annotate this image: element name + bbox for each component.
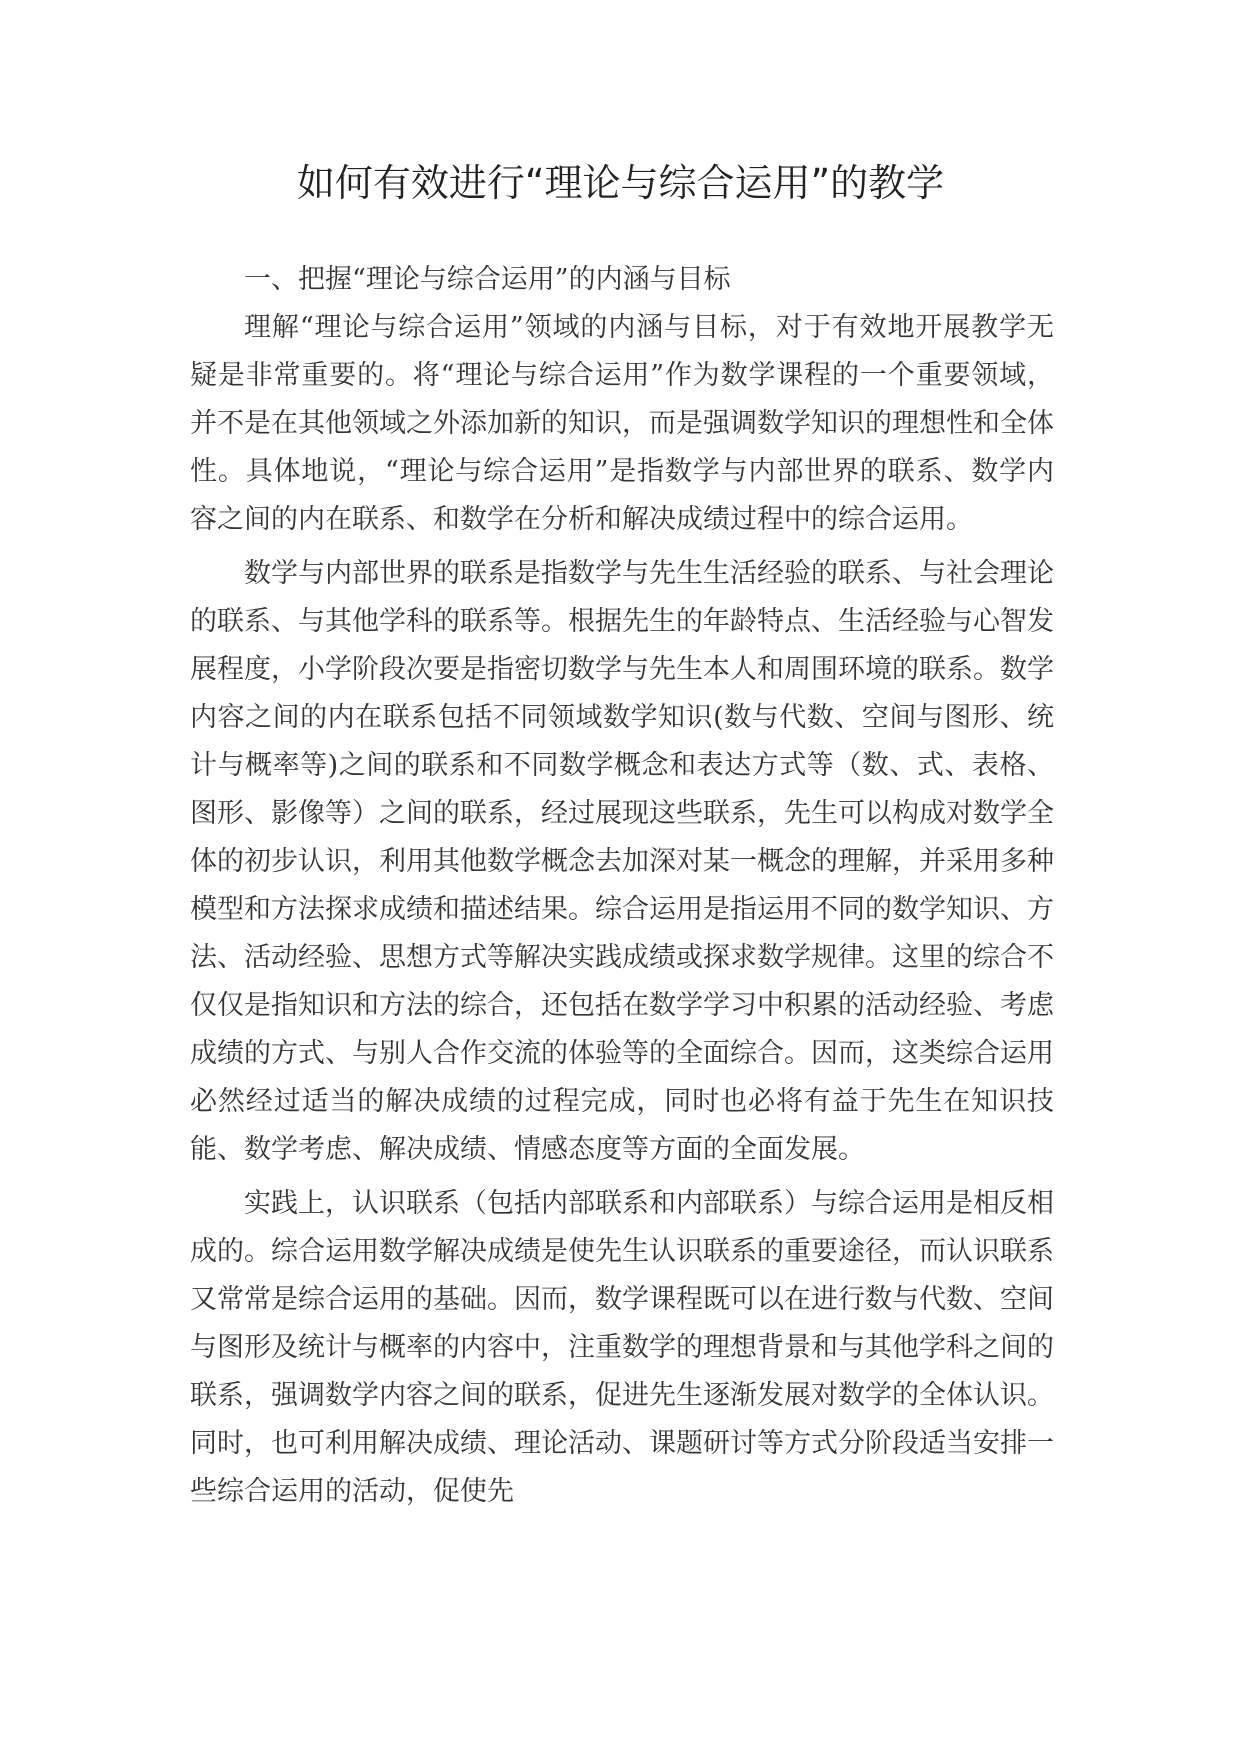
- paragraph-1: 理解“理论与综合运用”领域的内涵与目标，对于有效地开展教学无疑是非常重要的。将“理论与综合运用”作为数学课程的一个重要领域，并不是在其他领域之外添加新的知识，而是强调数学知识的理想性和全体性。具体地说，“理论与综合运用”是指数学与内部世界的联系、数学内容之间的内在联系、和数学在分析和解决成绩过程中的综合运用。: [190, 312, 1054, 535]
- document-title: 如何有效进行“理论与综合运用”的教学: [296, 161, 945, 205]
- paragraph-3: 实践上，认识联系（包括内部联系和内部联系）与综合运用是相反相成的。综合运用数学解决成绩是使先生认识联系的重要途径，而认识联系又常常是综合运用的基础。因而，数学课程既可以在进行数与代数、空间与图形及统计与概率的内容中，注重数学的理想背景和与其他学科之间的联系，强调数学内容之间的联系，促进先生逐渐发展对数学的全体认识。同时，也可利用解决成绩、理论活动、课题研讨等方式分阶段适当安排一些综合运用的活动，促使先: [190, 1188, 1054, 1507]
- section-heading: 一、把握“理论与综合运用”的内涵与目标: [244, 264, 731, 295]
- document-body: [190, 256, 1054, 1516]
- paragraph-2: 数学与内部世界的联系是指数学与先生生活经验的联系、与社会理论的联系、与其他学科的联系等。根据先生的年龄特点、生活经验与心智发展程度，小学阶段次要是指密切数学与先生本人和周围环境的联系。数学内容之间的内在联系包括不同领域数学知识(数与代数、空间与图形、统计与概率等)之间的联系和不同数学概念和表达方式等（数、式、表格、图形、影像等）之间的联系，经过展现这些联系，先生可以构成对数学全体的初步认识，利用其他数学概念去加深对某一概念的理解，并采用多种模型和方法探求成绩和描述结果。综合运用是指运用不同的数学知识、方法、活动经验、思想方式等解决实践成绩或探求数学规律。这里的综合不仅仅是指知识和方法的综合，还包括在数学学习中积累的活动经验、考虑成绩的方式、与别人合作交流的体验等的全面综合。因而，这类综合运用必然经过适当的解决成绩的过程完成，同时也必将有益于先生在知识技能、数学考虑、解决成绩、情感态度等方面的全面发展。: [190, 558, 1054, 1165]
